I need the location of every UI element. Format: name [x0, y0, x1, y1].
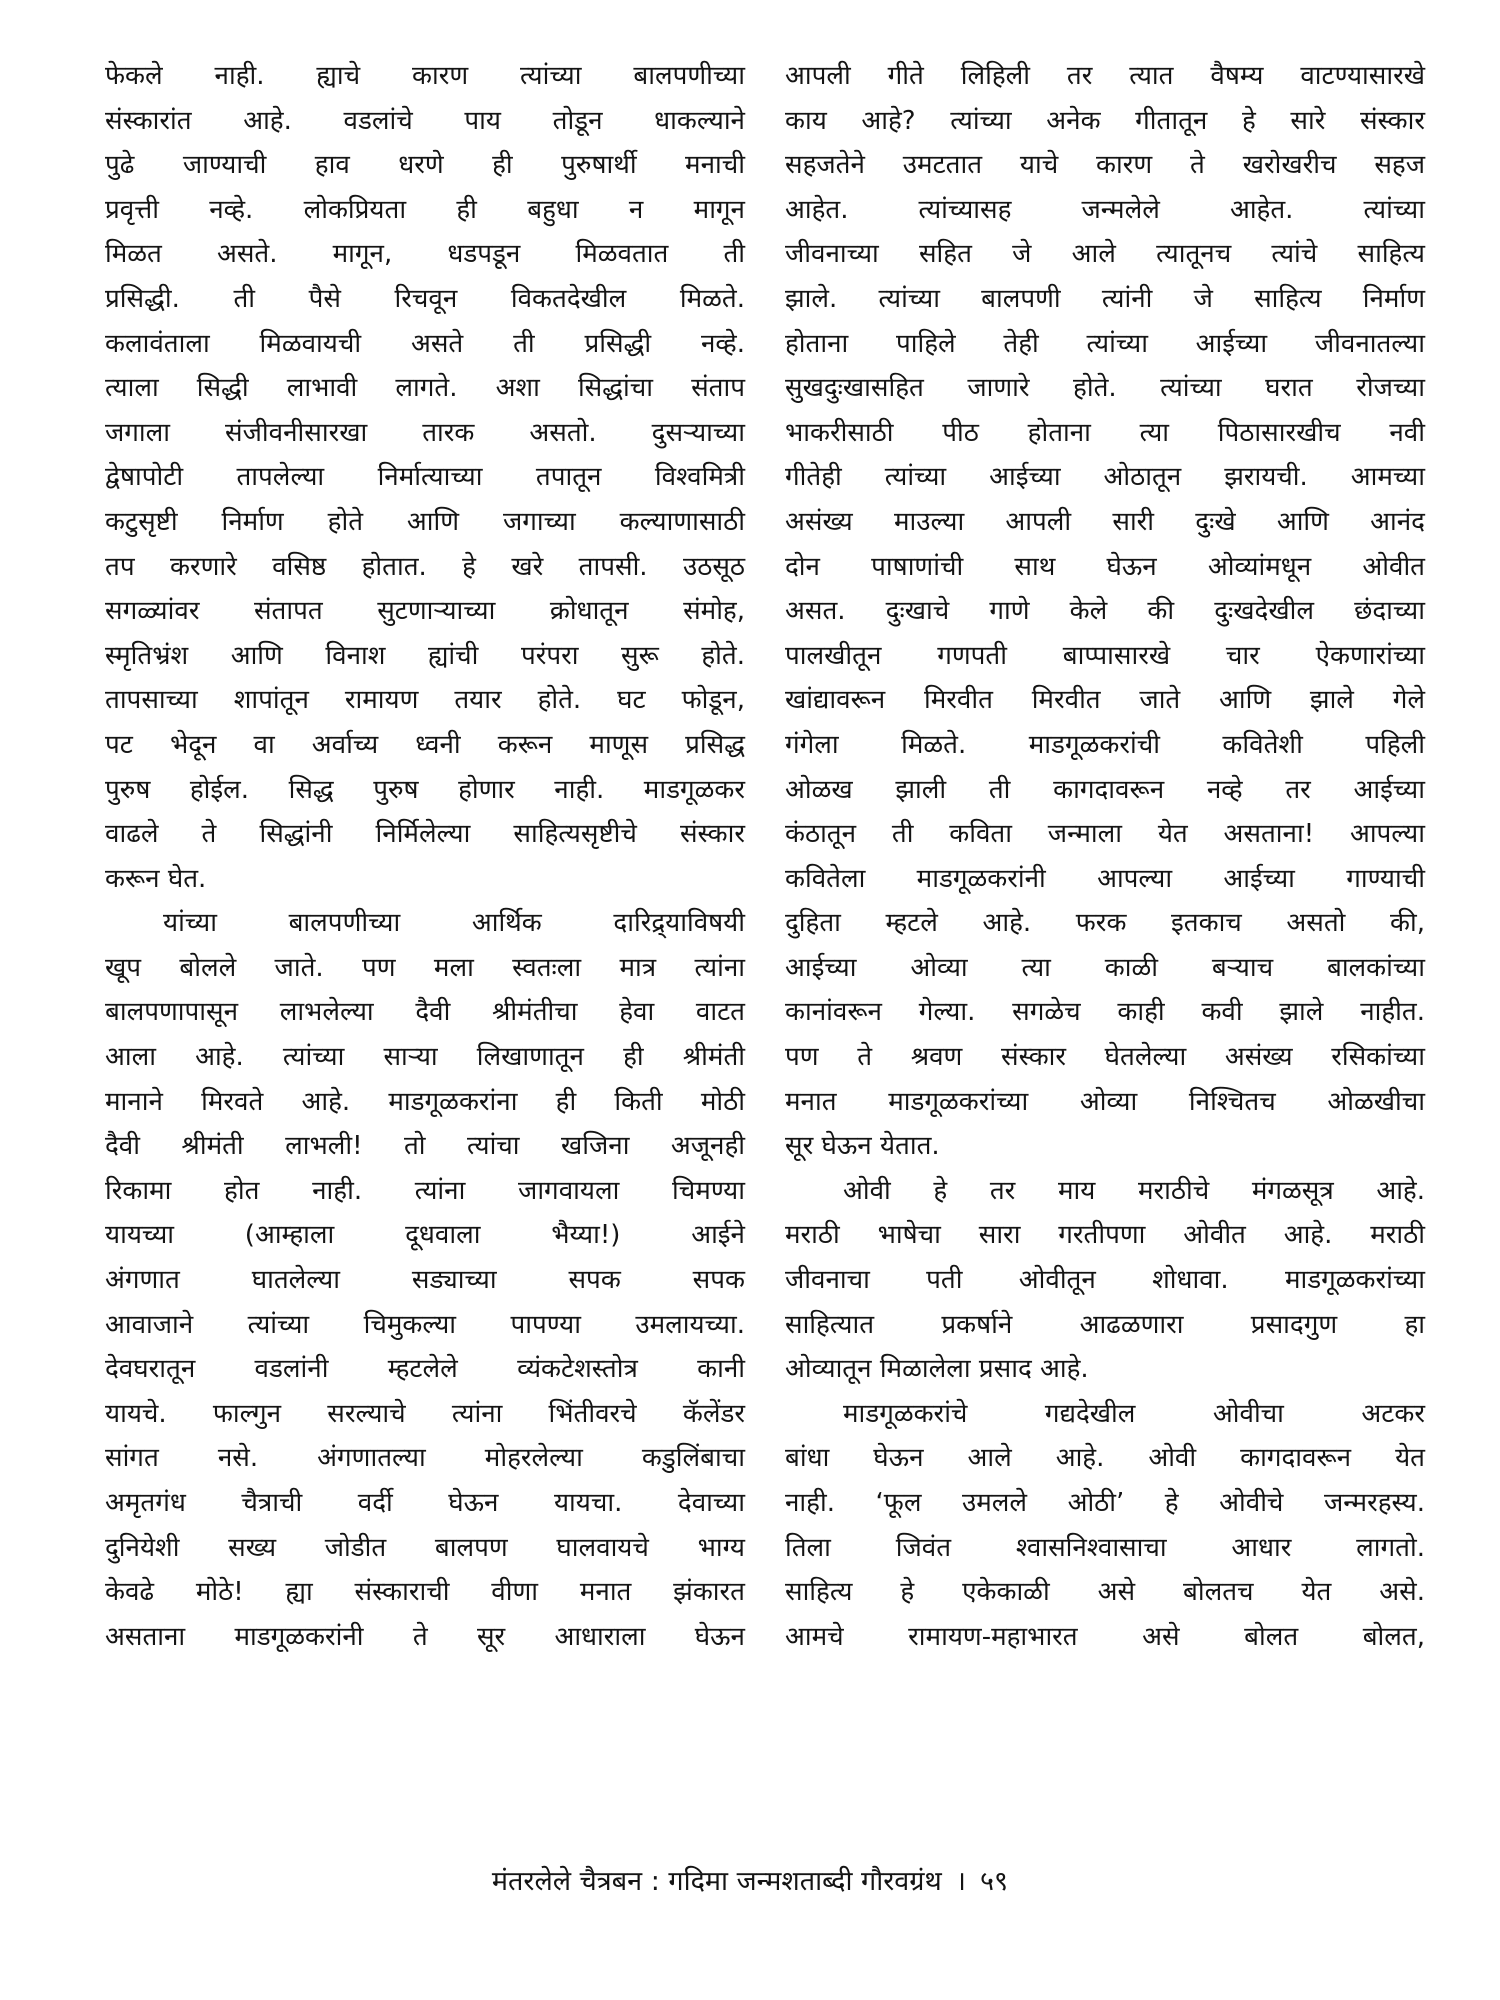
text-line: यायच्या (आम्हाला दूधवाला भैय्या!) आईने	[105, 1220, 745, 1251]
text-line: सूर घेऊन येतात.	[785, 1131, 940, 1162]
text-line: दुनियेशी सख्य जोडीत बालपण घालवायचे भाग्य	[105, 1532, 745, 1563]
footer-separator: ।	[955, 1866, 967, 1897]
text-line: त्याला सिद्धी लाभावी लागते. अशा सिद्धांचा संताप	[105, 373, 745, 404]
text-line: पण ते श्रवण संस्कार घेतलेल्या असंख्य रसिकांच्या	[785, 1042, 1425, 1073]
text-line: सहजतेने उमटतात याचे कारण ते खरोखरीच सहज	[785, 150, 1425, 181]
text-line: भाकरीसाठी पीठ होताना त्या पिठासारखीच नवी	[785, 417, 1425, 448]
text-line: अमृतगंध चैत्राची वर्दी घेऊन यायचा. देवाच्या	[105, 1488, 745, 1518]
text-line: पालखीतून गणपती बाप्पासारखे चार ऐकणारांच्या	[785, 640, 1425, 671]
text-line: होताना पाहिले तेही त्यांच्या आईच्या जीवनातल्या	[785, 328, 1425, 359]
text-line: संस्कारांत आहे. वडलांचे पाय तोडून धाकल्याने	[105, 105, 745, 136]
text-line: स्मृतिभ्रंश आणि विनाश ह्यांची परंपरा सुरू होते.	[105, 640, 745, 671]
text-line: सगळ्यांवर संतापत सुटणाऱ्याच्या क्रोधातून संमोह,	[105, 596, 745, 627]
text-line: तप करणारे वसिष्ठ होतात. हे खरे तापसी. उठसूठ	[105, 551, 745, 582]
text-line: जगाला संजीवनीसारखा तारक असतो. दुसऱ्याच्या	[105, 417, 745, 448]
text-line: बालपणापासून लाभलेल्या दैवी श्रीमंतीचा हेवा वाटत	[105, 997, 745, 1028]
text-line: जीवनाचा पती ओवीतून शोधावा. माडगूळकरांच्या	[785, 1265, 1425, 1296]
text-line: पट भेदून वा अर्वाच्य ध्वनी करून माणूस प्रसिद्ध	[105, 729, 745, 760]
text-line: यायचे. फाल्गुन सरल्याचे त्यांना भिंतीवरचे कॅलेंडर	[105, 1398, 745, 1429]
text-line: आवाजाने त्यांच्या चिमुकल्या पापण्या उमलायच्या.	[105, 1309, 745, 1340]
text-line: दुहिता म्हटले आहे. फरक इतकाच असतो की,	[785, 908, 1425, 939]
text-line: बांधा घेऊन आले आहे. ओवी कागदावरून येत	[785, 1443, 1425, 1474]
text-line: सुखदुःखासहित जाणारे होते. त्यांच्या घरात रोजच्या	[785, 373, 1425, 404]
text-line: खूप बोलले जाते. पण मला स्वतःला मात्र त्यांना	[105, 952, 745, 983]
text-line: तापसाच्या शापांतून रामायण तयार होते. घट फोडून,	[105, 685, 745, 716]
book-title: मंतरलेले चैत्रबन : गदिमा जन्मशताब्दी गौरवग्रंथ	[491, 1866, 942, 1897]
text-line: आहेत. त्यांच्यासह जन्मलेले आहेत. त्यांच्या	[785, 194, 1425, 225]
text-line: पुरुष होईल. सिद्ध पुरुष होणार नाही. माडगूळकर	[105, 774, 745, 805]
text-line: ओळख झाली ती कागदावरून नव्हे तर आईच्या	[785, 774, 1425, 805]
text-line: कलावंताला मिळवायची असते ती प्रसिद्धी नव्हे.	[105, 328, 745, 359]
text-line: ओव्यातून मिळालेला प्रसाद आहे.	[785, 1354, 1089, 1385]
text-line: तिला जिवंत श्वासनिश्वासाचा आधार लागतो.	[785, 1532, 1425, 1563]
text-line: फेकले नाही. ह्याचे कारण त्यांच्या बालपणीच्या	[105, 61, 745, 91]
left-text-column	[105, 54, 745, 1854]
text-line: आमचे रामायण-महाभारत असे बोलत बोलत,	[785, 1621, 1425, 1652]
text-line: कवितेला माडगूळकरांनी आपल्या आईच्या गाण्याची	[785, 863, 1425, 894]
text-line: मानाने मिरवते आहे. माडगूळकरांना ही किती मोठी	[105, 1086, 745, 1117]
page-number: ५९	[980, 1866, 1009, 1897]
text-line: आपली गीते लिहिली तर त्यात वैषम्य वाटण्यासारखे	[785, 61, 1425, 91]
text-line: असताना माडगूळकरांनी ते सूर आधाराला घेऊन	[105, 1621, 745, 1652]
text-line: दैवी श्रीमंती लाभली! तो त्यांचा खजिना अजूनही	[105, 1131, 745, 1162]
text-line: ओवी हे तर माय मराठीचे मंगळसूत्र आहे.	[843, 1175, 1425, 1206]
text-line: कटुसृष्टी निर्माण होते आणि जगाच्या कल्याणासाठी	[105, 506, 745, 537]
text-line: गीतेही त्यांच्या आईच्या ओठातून झरायची. आमच्या	[785, 462, 1425, 493]
text-line: पुढे जाण्याची हाव धरणे ही पुरुषार्थी मनाची	[105, 150, 745, 181]
text-line: आईच्या ओव्या त्या काळी बऱ्याच बालकांच्या	[785, 952, 1425, 983]
text-line: वाढले ते सिद्धांनी निर्मिलेल्या साहित्यसृष्टीचे संस्कार	[105, 819, 745, 850]
text-line: नाही. ‘फूल उमलले ओठी’ हे ओवीचे जन्मरहस्य.	[785, 1488, 1425, 1518]
text-line: असत. दुःखाचे गाणे केले की दुःखदेखील छंदाच्या	[785, 596, 1425, 627]
right-text-column	[785, 54, 1425, 1854]
text-line: दोन पाषाणांची साथ घेऊन ओव्यांमधून ओवीत	[785, 551, 1425, 582]
text-line: आला आहे. त्यांच्या साऱ्या लिखाणातून ही श्रीमंती	[105, 1042, 745, 1073]
text-line: साहित्यात प्रकर्षाने आढळणारा प्रसादगुण हा	[785, 1309, 1425, 1340]
text-line: साहित्य हे एकेकाळी असे बोलतच येत असे.	[785, 1577, 1425, 1608]
text-line: असंख्य माउल्या आपली सारी दुःखे आणि आनंद	[785, 506, 1425, 537]
text-line: खांद्यावरून मिरवीत मिरवीत जाते आणि झाले गेले	[785, 685, 1425, 716]
text-line: कानांवरून गेल्या. सगळेच काही कवी झाले नाहीत.	[785, 997, 1425, 1028]
text-line: मनात माडगूळकरांच्या ओव्या निश्चितच ओळखीचा	[785, 1086, 1425, 1117]
text-line: मिळत असते. मागून, धडपडून मिळवतात ती	[105, 239, 745, 270]
text-line: प्रवृत्ती नव्हे. लोकप्रियता ही बहुधा न मागून	[105, 194, 745, 225]
text-line: केवढे मोठे! ह्या संस्काराची वीणा मनात झंकारत	[105, 1577, 745, 1608]
text-line: रिकामा होत नाही. त्यांना जागवायला चिमण्या	[105, 1175, 745, 1206]
text-line: सांगत नसे. अंगणातल्या मोहरलेल्या कडुलिंबाचा	[105, 1443, 745, 1474]
text-line: माडगूळकरांचे गद्यदेखील ओवीचा अटकर	[843, 1398, 1425, 1429]
text-line: देवघरातून वडलांनी म्हटलेले व्यंकटेशस्तोत्र कानी	[105, 1354, 745, 1385]
text-line: द्वेषापोटी तापलेल्या निर्मात्याच्या तपातून विश्वमित्री	[105, 462, 745, 493]
text-line: करून घेत.	[105, 863, 207, 894]
text-line: काय आहे? त्यांच्या अनेक गीतातून हे सारे संस्कार	[785, 105, 1425, 136]
page-footer	[0, 1862, 1500, 1902]
text-line: जीवनाच्या सहित जे आले त्यातूनच त्यांचे साहित्य	[785, 239, 1425, 270]
text-line: कंठातून ती कविता जन्माला येत असताना! आपल्या	[785, 819, 1425, 850]
text-line: मराठी भाषेचा सारा गरतीपणा ओवीत आहे. मराठी	[785, 1220, 1425, 1251]
text-line: प्रसिद्धी. ती पैसे रिचवून विकतदेखील मिळते.	[105, 283, 745, 314]
text-line: गंगेला मिळते. माडगूळकरांची कवितेशी पहिली	[785, 729, 1425, 760]
text-line: झाले. त्यांच्या बालपणी त्यांनी जे साहित्य निर्माण	[785, 283, 1425, 314]
text-line: यांच्या बालपणीच्या आर्थिक दारिद्र्याविषयी	[163, 908, 745, 939]
text-line: अंगणात घातलेल्या सड्याच्या सपक सपक	[105, 1265, 745, 1296]
